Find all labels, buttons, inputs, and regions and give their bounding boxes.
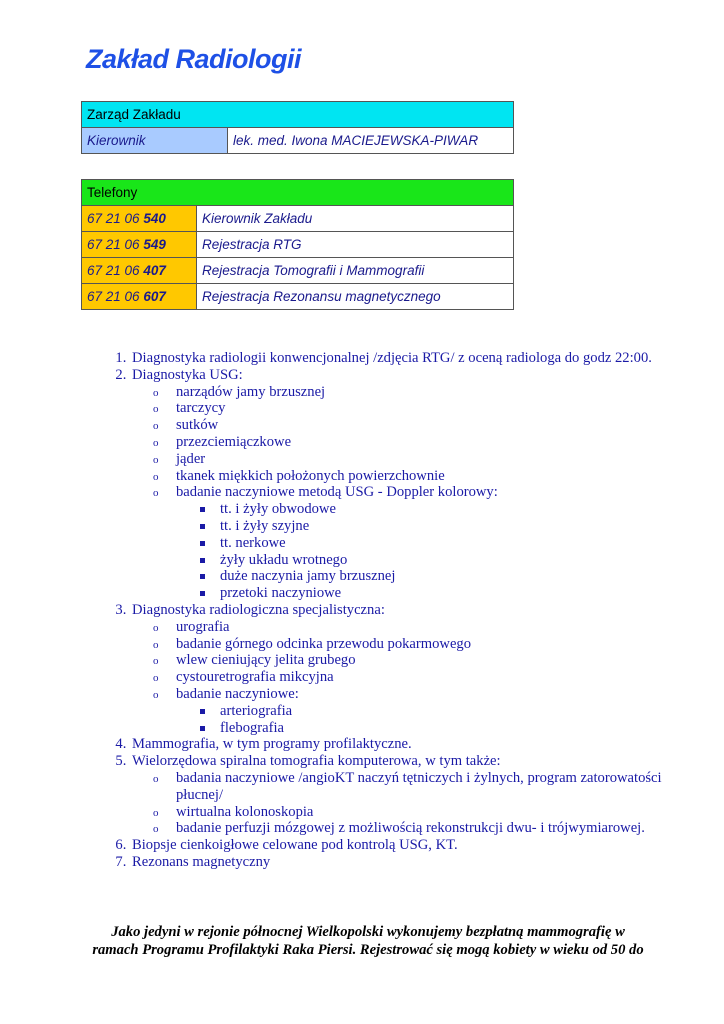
phone-number: 67 21 06 540 — [82, 206, 197, 232]
sub-item: o badanie perfuzji mózgowej z możliwością rekonstrukcji dwu- i trójwymiarowej. — [176, 820, 664, 837]
sub-item: o urografia — [176, 619, 664, 636]
bullet-item: arteriografia — [220, 703, 664, 720]
sub-item: o badanie górnego odcinka przewodu pokarmowego — [176, 636, 664, 653]
phone-row — [82, 206, 514, 232]
bullet-item: tt. nerkowe — [220, 535, 664, 552]
sub-item: o przezciemiączkowe — [176, 434, 664, 451]
service-item: 1. Diagnostyka radiologii konwencjonalnej /zdjęcia RTG/ z oceną radiologa do godz 22:00. — [130, 350, 664, 367]
phone-number: 67 21 06 549 — [82, 232, 197, 258]
phones-table — [81, 179, 514, 310]
sub-item: o tkanek miękkich położonych powierzchownie — [176, 468, 664, 485]
sub-item: o sutków — [176, 417, 664, 434]
bullet-item: przetoki naczyniowe — [220, 585, 664, 602]
service-item: 5. Wielorzędowa spiralna tomografia komputerowa, w tym także: o badania naczyniowe /angioKT naczyń tętniczych i żylnych, program zatorowatości płucnej/ o wirtualna kolonoskopia o badanie perfuzji mózgowej z możliwością rekonstrukcji dwu- i trójwymiarowej. — [130, 753, 664, 837]
phone-description: Rejestracja Rezonansu magnetycznego — [197, 284, 514, 310]
footer-note: Jako jedyni w rejonie północnej Wielkopolski wykonujemy bezpłatną mammografię w ramach Programu Profilaktyki Raka Piersi. Rejestrować się mogą kobiety w wieku od 50 do — [92, 924, 644, 958]
bullet-item: tt. i żyły obwodowe — [220, 501, 664, 518]
service-item: 7. Rezonans magnetyczny — [130, 854, 664, 871]
sub-item: o cystouretrografia mikcyjna — [176, 669, 664, 686]
bullet-item: duże naczynia jamy brzusznej — [220, 568, 664, 585]
phone-row — [82, 284, 514, 310]
phone-number: 67 21 06 407 — [82, 258, 197, 284]
phone-row — [82, 232, 514, 258]
sub-item: o wirtualna kolonoskopia — [176, 804, 664, 821]
sub-item: o badanie naczyniowe: arteriografia flebografia — [176, 686, 664, 736]
phone-row — [82, 258, 514, 284]
bullet-item: flebografia — [220, 720, 664, 737]
sub-item: o jąder — [176, 451, 664, 468]
sub-item: o badanie naczyniowe metodą USG - Doppler kolorowy: tt. i żyły obwodowe tt. i żyły szyjne tt. nerkowe żyły układu wrotnego duże naczynia jamy brzusznej przetoki naczyniowe — [176, 484, 664, 602]
phone-description: Rejestracja RTG — [197, 232, 514, 258]
sub-item: o tarczycy — [176, 400, 664, 417]
service-item: 4. Mammografia, w tym programy profilaktyczne. — [130, 736, 664, 753]
sub-item: o wlew cieniujący jelita grubego — [176, 652, 664, 669]
page-title: Zakład Radiologii — [86, 44, 302, 74]
sub-item: o badania naczyniowe /angioKT naczyń tętniczych i żylnych, program zatorowatości płucnej/ — [176, 770, 664, 804]
service-item: 2. Diagnostyka USG: o narządów jamy brzusznej o tarczycy o sutków o przezciemiączkowe o jąder o tkanek miękkich położonych powierzchownie o badanie naczyniowe metodą USG - Doppler kolorowy: tt. i żyły obwodowe tt. i żyły szyjne tt. nerkowe żyły układu wrotnego duże naczynia jamy brzusznej przetoki naczyniowe — [130, 367, 664, 602]
management-table — [81, 101, 514, 154]
bullet-item: tt. i żyły szyjne — [220, 518, 664, 535]
phone-number: 67 21 06 607 — [82, 284, 197, 310]
sub-item: o narządów jamy brzusznej — [176, 384, 664, 401]
service-item: 6. Biopsje cienkoigłowe celowane pod kontrolą USG, KT. — [130, 837, 664, 854]
management-name: lek. med. Iwona MACIEJEWSKA-PIWAR — [228, 128, 514, 154]
bullet-item: żyły układu wrotnego — [220, 552, 664, 569]
services-list — [104, 350, 664, 871]
phones-header: Telefony — [82, 180, 514, 206]
management-header: Zarząd Zakładu — [82, 102, 514, 128]
management-role: Kierownik — [82, 128, 228, 154]
phone-description: Rejestracja Tomografii i Mammografii — [197, 258, 514, 284]
phone-description: Kierownik Zakładu — [197, 206, 514, 232]
service-item: 3. Diagnostyka radiologiczna specjalistyczna: o urografia o badanie górnego odcinka przewodu pokarmowego o wlew cieniujący jelita grubego o cystouretrografia mikcyjna o badanie naczyniowe: arteriografia flebografia — [130, 602, 664, 736]
